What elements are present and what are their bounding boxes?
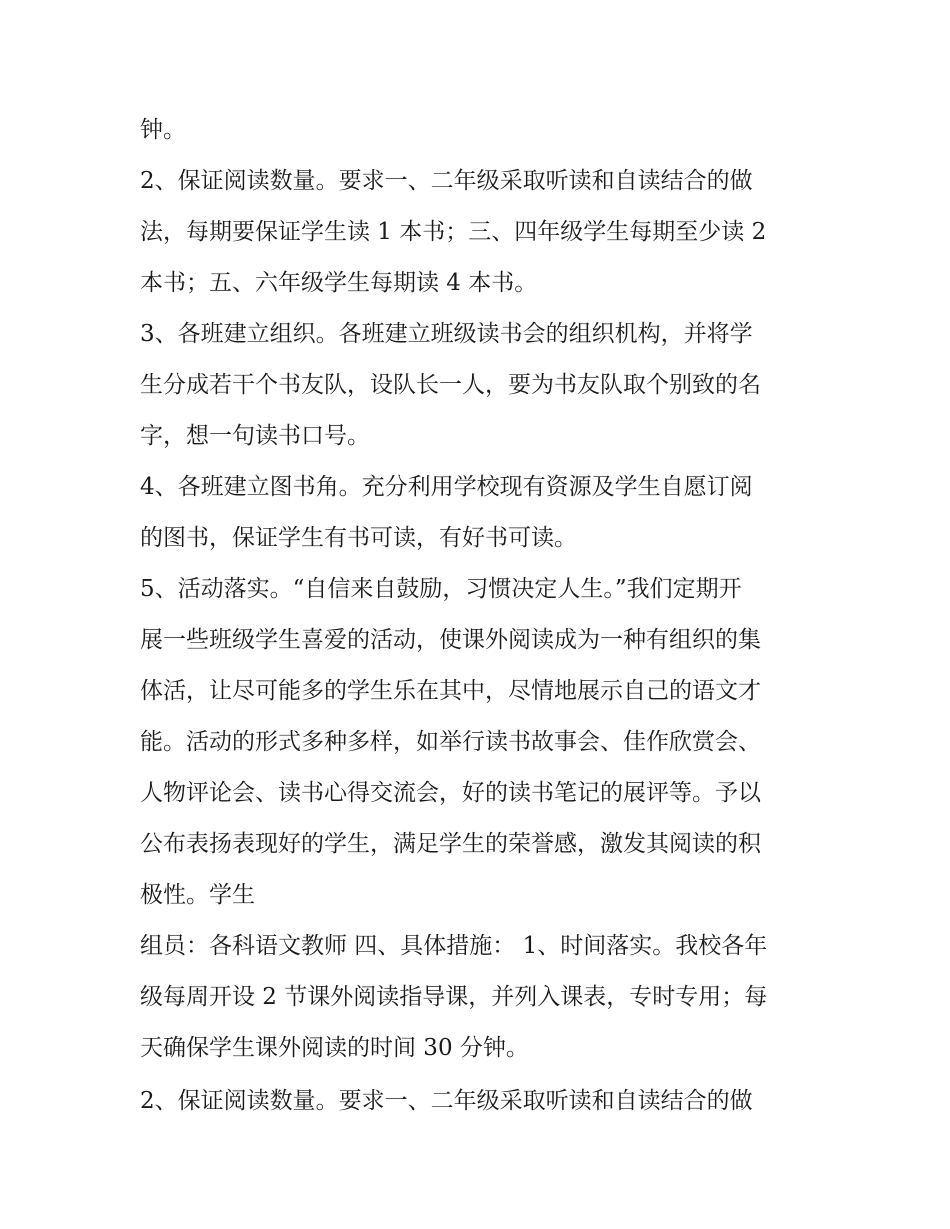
text-line: 展一些班级学生喜爱的活动，使课外阅读成为一种有组织的集 [140,627,761,653]
text-line: 组员：各科语文教师 四、具体措施： 1、时间落实。我校各年 [140,933,768,959]
text-line: 法，每期要保证学生读 1 本书；三、四年级学生每期至少读 2 [140,219,767,245]
text-line: 5、活动落实。“自信来自鼓励，习惯决定人生。”我们定期开 [140,576,742,602]
text-line: 天确保学生课外阅读的时间 30 分钟。 [140,1035,529,1061]
text-line: 2、保证阅读数量。要求一、二年级采取听读和自读结合的做 [140,1088,753,1114]
text-line: 级每周开设 2 节课外阅读指导课，并列入课表，专时专用；每 [140,984,768,1010]
text-line: 极性。学生 [140,882,255,908]
text-line: 钟。 [140,117,186,143]
text-line: 能。活动的形式多种多样，如举行读书故事会、佳作欣赏会、 [140,729,761,755]
text-line: 体活，让尽可能多的学生乐在其中，尽情地展示自己的语文才 [140,678,761,704]
text-line: 的图书，保证学生有书可读，有好书可读。 [140,525,577,551]
text-line: 本书；五、六年级学生每期读 4 本书。 [140,270,538,296]
document-body [140,105,820,1127]
text-line: 3、各班建立组织。各班建立班级读书会的组织机构，并将学 [140,321,753,347]
text-line: 字，想一句读书口号。 [140,423,370,449]
text-line: 2、保证阅读数量。要求一、二年级采取听读和自读结合的做 [140,168,753,194]
text-line: 公布表扬表现好的学生，满足学生的荣誉感，激发其阅读的积 [140,831,761,857]
text-line: 生分成若干个书友队，设队长一人，要为书友队取个别致的名 [140,372,761,398]
text-line: 人物评论会、读书心得交流会，好的读书笔记的展评等。予以 [140,780,761,806]
text-line: 4、各班建立图书角。充分利用学校现有资源及学生自愿订阅 [140,474,753,500]
